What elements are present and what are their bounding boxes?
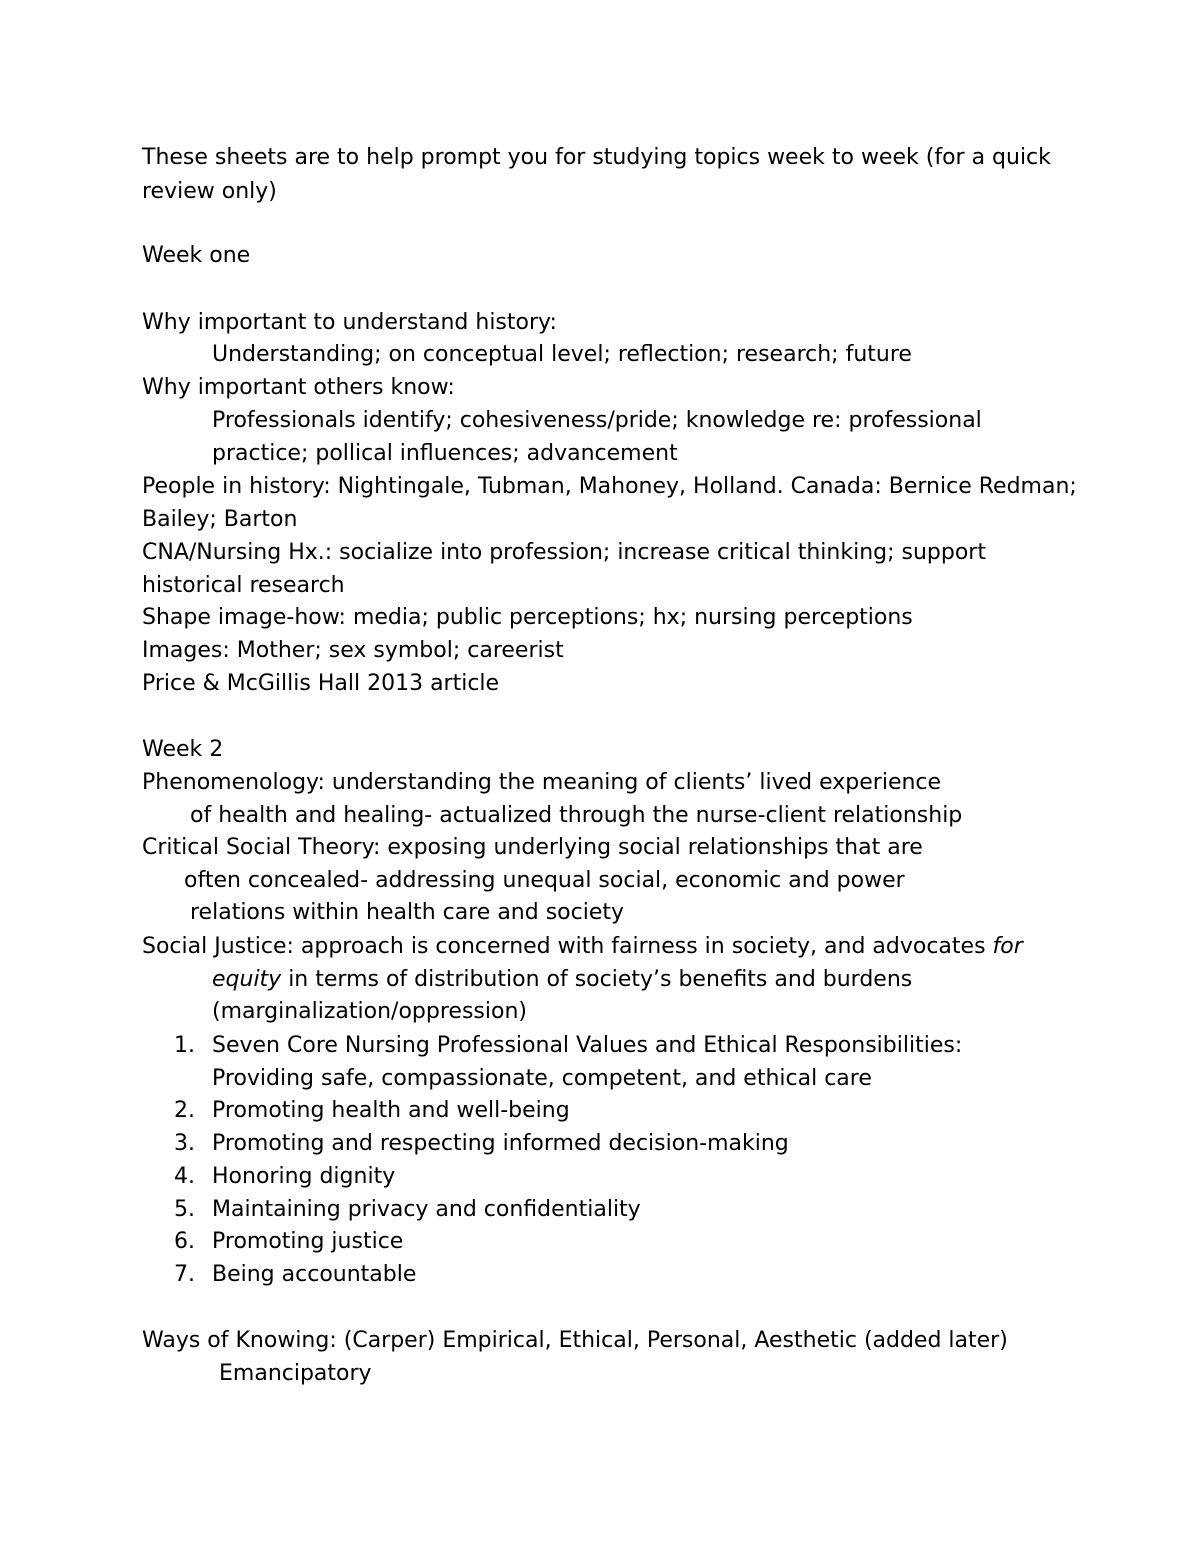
- social-justice-line-1: [142, 931, 1023, 964]
- social-justice-line-3: (marginalization/oppression): [212, 999, 527, 1024]
- cna-line-2: historical research: [142, 573, 345, 598]
- intro-line-1: These sheets are to help prompt you for studying topics week to week (for a quick: [142, 145, 1051, 170]
- critical-social-theory-line-1: Critical Social Theory: exposing underlying social relationships that are: [142, 835, 923, 860]
- list-number: 2.: [174, 1098, 195, 1123]
- people-in-history-1: People in history: Nightingale, Tubman, Mahoney, Holland. Canada: Bernice Redman;: [142, 474, 1077, 499]
- critical-social-theory-line-2: often concealed- addressing unequal social, economic and power: [184, 868, 905, 893]
- cna-line-1: CNA/Nursing Hx.: socialize into profession; increase critical thinking; support: [142, 540, 986, 565]
- intro-line-2: review only): [142, 179, 277, 204]
- history-question: Why important to understand history:: [142, 310, 557, 335]
- shape-image-line: Shape image-how: media; public perceptions; hx; nursing perceptions: [142, 605, 913, 630]
- list-number: 7.: [174, 1262, 195, 1287]
- social-justice-line-2: [212, 964, 912, 997]
- people-in-history-2: Bailey; Barton: [142, 507, 298, 532]
- list-item: Promoting and respecting informed decision-making: [212, 1131, 789, 1156]
- critical-social-theory-line-3: relations within health care and society: [190, 900, 625, 925]
- article-line: Price & McGillis Hall 2013 article: [142, 671, 500, 696]
- others-question: Why important others know:: [142, 375, 455, 400]
- list-number: 4.: [174, 1164, 195, 1189]
- list-item: Promoting health and well-being: [212, 1098, 570, 1123]
- emphasis-equity: equity: [212, 967, 282, 992]
- social-justice-text-2: in terms of distribution of society’s benefits and burdens: [281, 967, 913, 992]
- list-item: Promoting justice: [212, 1229, 404, 1254]
- others-answer-2: practice; pollical influences; advancement: [212, 441, 678, 466]
- emphasis-for: for: [992, 934, 1023, 959]
- phenomenology-line-2: of health and healing- actualized through the nurse-client relationship: [190, 803, 963, 828]
- list-item: Being accountable: [212, 1262, 417, 1287]
- list-item: Maintaining privacy and confidentiality: [212, 1197, 641, 1222]
- week-two-heading: Week 2: [142, 737, 224, 762]
- others-answer-1: Professionals identify; cohesiveness/pride; knowledge re: professional: [212, 408, 982, 433]
- list-number: 5.: [174, 1197, 195, 1222]
- week-one-heading: Week one: [142, 243, 251, 268]
- list-number: 1.: [174, 1033, 195, 1058]
- list-number: 3.: [174, 1131, 195, 1156]
- history-answer: Understanding; on conceptual level; reflection; research; future: [212, 342, 912, 367]
- images-line: Images: Mother; sex symbol; careerist: [142, 638, 564, 663]
- list-item: Providing safe, compassionate, competent, and ethical care: [212, 1066, 872, 1091]
- ways-of-knowing-line-1: Ways of Knowing: (Carper) Empirical, Ethical, Personal, Aesthetic (added later): [142, 1328, 1008, 1353]
- social-justice-text: Social Justice: approach is concerned with fairness in society, and advocates: [142, 934, 993, 959]
- phenomenology-line-1: Phenomenology: understanding the meaning of clients’ lived experience: [142, 770, 942, 795]
- list-number: 6.: [174, 1229, 195, 1254]
- ways-of-knowing-line-2: Emancipatory: [219, 1361, 372, 1386]
- list-item: Seven Core Nursing Professional Values and Ethical Responsibilities:: [212, 1033, 963, 1058]
- list-item: Honoring dignity: [212, 1164, 396, 1189]
